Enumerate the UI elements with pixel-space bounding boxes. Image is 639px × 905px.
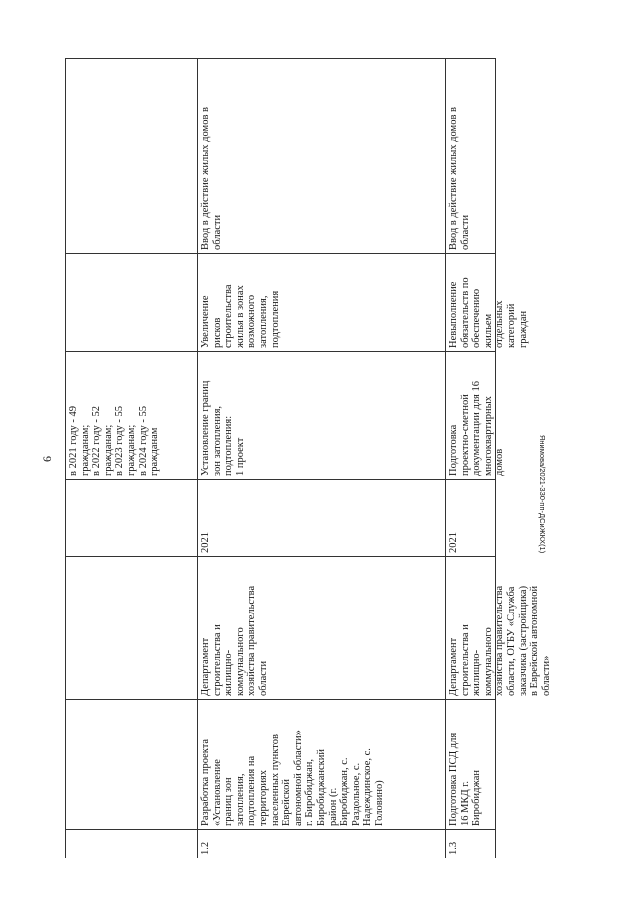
cell-text-line: Биробиджан <box>471 770 483 826</box>
cell-text-line: Биробиджанский <box>315 749 327 826</box>
table-cell-name <box>446 699 495 829</box>
cell-text-line: границ зон <box>223 777 235 826</box>
cell-text-line: граждан <box>517 310 529 348</box>
cell-text-line: жильем <box>482 313 494 348</box>
table-cell-executor <box>446 556 552 699</box>
table-cell-result <box>66 351 197 479</box>
table-cell-year <box>66 479 197 556</box>
cell-text-line: Раздольное, с. <box>350 762 362 826</box>
cell-text-line: строительства и <box>211 624 223 696</box>
cell-text-line: домов <box>494 448 506 476</box>
cell-text-line: заказчика (застройщика) <box>517 585 529 696</box>
cell-text-line: рисков <box>211 317 223 348</box>
document-footer-code: Янимова/2021-330-пп-ДСиЖКХ(1) <box>538 435 547 554</box>
cell-text-line: подтопления <box>269 290 281 348</box>
cell-text-line: коммунального <box>482 627 494 696</box>
cell-text-line: г. Биробиджан, <box>304 759 316 826</box>
cell-text-line: Разработка проекта <box>200 738 211 826</box>
cell-text-line: 1.3 <box>448 841 459 855</box>
cell-text-line: жилищно- <box>471 649 483 696</box>
cell-text-line: области» <box>540 655 552 696</box>
cell-text-line: категорий <box>505 303 517 348</box>
table-cell-name <box>66 699 197 829</box>
cell-text-line: 16 МКД г. <box>459 781 471 826</box>
cell-text-line: Установление границ <box>200 380 211 476</box>
table-cell-result <box>446 351 506 479</box>
cell-text-line: Департамент <box>200 637 211 696</box>
cell-text-line: территориях <box>257 769 269 826</box>
cell-text-line: в 2024 году - 55 <box>137 405 149 476</box>
cell-text-line: Подготовка ПСД для <box>448 732 459 826</box>
cell-text-line: хозяйства правительства <box>246 585 258 696</box>
table-cell-num <box>198 829 445 858</box>
cell-text-line: гражданам; <box>102 424 114 476</box>
cell-text-line: Ввод в действие жилых домов в <box>200 107 211 250</box>
cell-text-line: гражданам; <box>79 424 91 476</box>
cell-text-line: Головино) <box>373 780 385 826</box>
cell-text-line: Департамент <box>448 637 459 696</box>
cell-text-line: обязательств по <box>459 277 471 348</box>
cell-text-line: подтопления на <box>246 755 258 826</box>
table-cell-link <box>446 58 495 253</box>
cell-text-line: документации для 16 <box>471 381 483 476</box>
cell-text-line: коммунального <box>234 627 246 696</box>
cell-text-line: 2021 <box>448 532 459 553</box>
table-cell-executor <box>66 556 197 699</box>
cell-text-line: многоквартирных <box>482 396 494 476</box>
cell-text-line: обеспечению <box>471 288 483 348</box>
cell-text-line: Невыполнение <box>448 281 459 348</box>
page-number: 6 <box>40 456 54 462</box>
cell-text-line: 1 проект <box>234 437 246 476</box>
cell-text-line: жилья в зонах <box>234 285 246 348</box>
table-cell-year <box>198 479 445 556</box>
cell-text-line: 1.2 <box>200 841 211 855</box>
cell-text-line: 2021 <box>200 532 211 553</box>
table-row <box>66 58 198 858</box>
cell-text-line: Еврейской <box>281 779 293 826</box>
cell-text-line: гражданам; <box>125 424 137 476</box>
cell-text-line: в Еврейской автономной <box>529 585 541 696</box>
cell-text-line: жилищно- <box>223 649 235 696</box>
cell-text-line: Подготовка <box>448 424 459 476</box>
cell-text-line: отдельных <box>494 300 506 348</box>
cell-text-line: населенных пунктов <box>269 734 281 826</box>
cell-text-line: области <box>211 214 223 250</box>
table-row <box>198 58 446 858</box>
table-cell-num <box>446 829 495 858</box>
cell-text-line: строительства <box>223 284 235 348</box>
cell-text-line: Надеждинское, с. <box>362 748 374 826</box>
table-cell-year <box>446 479 495 556</box>
table-cell-executor <box>198 556 445 699</box>
table-cell-risk <box>446 253 529 351</box>
cell-text-line: подтопления: <box>223 415 235 476</box>
cell-text-line: гражданам <box>149 427 161 476</box>
cell-text-line: район (г. <box>327 787 339 826</box>
table-cell-risk <box>66 253 197 351</box>
cell-text-line: затопления, <box>234 773 246 826</box>
table-cell-link <box>198 58 445 253</box>
table-cell-link <box>66 58 197 253</box>
cell-text-line: в 2023 году - 55 <box>114 405 126 476</box>
table-cell-result <box>198 351 445 479</box>
cell-text-line: хозяйства правительства <box>494 585 506 696</box>
table-cell-num <box>66 829 197 858</box>
cell-text-line: возможного <box>246 294 258 348</box>
cell-text-line: в 2021 году - 49 <box>68 405 79 476</box>
cell-text-line: области <box>459 214 471 250</box>
cell-text-line: Биробиджан, с. <box>339 757 351 826</box>
cell-text-line: Ввод в действие жилых домов в <box>448 107 459 250</box>
cell-text-line: области <box>257 660 269 696</box>
cell-text-line: Увеличение <box>200 295 211 348</box>
cell-text-line: «Установление <box>211 759 223 826</box>
cell-text-line: области, ОГБУ «Служба <box>505 586 517 696</box>
cell-text-line: строительства и <box>459 624 471 696</box>
table-cell-risk <box>198 253 445 351</box>
cell-text-line: затопления, <box>257 295 269 348</box>
cell-text-line: зон затопления, <box>211 405 223 476</box>
cell-text-line: проектно-сметной <box>459 394 471 476</box>
table-cell-name <box>198 699 445 829</box>
cell-text-line: в 2022 году - 52 <box>91 405 103 476</box>
cell-text-line: автономной области» <box>292 730 304 826</box>
